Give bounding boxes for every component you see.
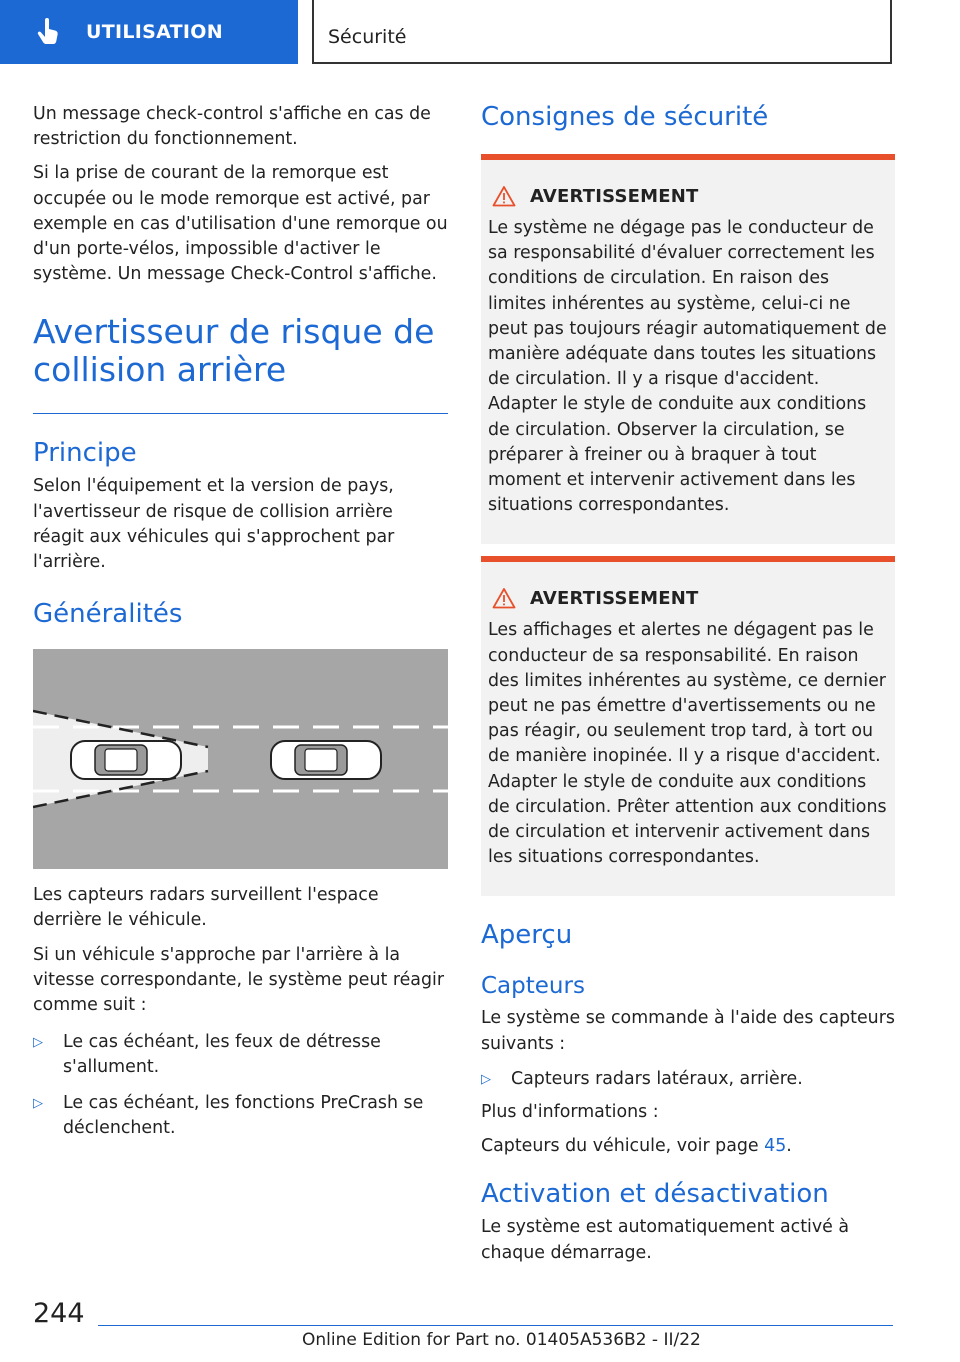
rear-vehicle [71,741,181,779]
activation-text: Le système est automatiquement activé à chaque démarrage. [481,1217,850,1263]
section-tab[interactable] [0,0,298,64]
warning-triangle-icon [492,185,516,207]
consignes-heading: Consignes de sécurité [481,102,769,132]
radar-illustration [33,649,448,869]
apercu-heading: Aperçu [481,920,573,951]
triangle-bullet-icon: ▷ [33,1095,43,1111]
page-title: Avertisseur de risque de collision arrière [33,312,435,390]
triangle-bullet-icon: ▷ [481,1071,491,1087]
footer-rule [98,1325,893,1326]
section-label: UTILISATION [86,21,223,43]
title-rule [33,413,448,414]
warning-header [488,184,887,208]
left-column [33,102,448,1141]
list-item-text: Le cas échéant, les feux de détresse s'allument. [63,1032,381,1078]
front-vehicle [271,741,381,779]
activation-heading: Activation et désactivation [481,1179,829,1210]
reference-text: Capteurs du véhicule, voir page [481,1136,765,1157]
capteurs-heading: Capteurs [481,973,585,1000]
warning-text: Le système ne dégage pas le conducteur de sa responsabilité d'évaluer correctement les conditions de circulation. En raison des limites inhérentes au système, celui-ci ne peut pas toujours réagir automatiquement de manière adéquate dans toutes les situations de circulation. Il y a risque d'accident. Adapter le style de conduite aux conditions de circulation. Observer la circulation, se préparer à freiner ou à braquer à tout moment et intervenir activement dans les situations correspondantes. [488,218,887,516]
intro-paragraph-1: Un message check-control s'affiche en cas de restriction du fonctionnement. [33,104,431,150]
warning-box-1 [481,154,895,544]
principe-heading: Principe [33,438,137,469]
warning-triangle-icon [492,587,516,609]
road-diagram [33,649,448,869]
page-number: 244 [33,1298,85,1329]
list-item [481,1067,895,1092]
plus-info-text: Plus d'informations : [481,1102,659,1123]
hand-pointer-icon [36,18,60,46]
warning-title: AVERTISSEMENT [530,185,699,207]
intro-paragraph-2: Si la prise de courant de la remorque est occupée ou le mode remorque est activé, par exemple en cas d'utilisation d'une remorque ou d'un porte-vélos, impossible d'activer le système. Un message Check-Control s'affiche. [33,163,448,285]
list-item [33,1030,448,1080]
triangle-bullet-icon: ▷ [33,1035,43,1051]
approach-text: Si un véhicule s'approche par l'arrière à la vitesse correspondante, le système peut réagir comme suit : [33,944,444,1016]
subsection-title: Sécurité [328,26,407,48]
warning-title: AVERTISSEMENT [530,587,699,609]
principe-text: Selon l'équipement et la version de pays, l'avertisseur de risque de collision arrière réagit aux véhicules qui s'approchent par l'arrière. [33,476,395,573]
subsection-header [312,0,892,64]
capteurs-text: Le système se commande à l'aide des capteurs suivants : [481,1008,895,1054]
list-item-text: Le cas échéant, les fonctions PreCrash se déclenchent. [63,1092,424,1138]
right-column [481,102,895,1266]
page-reference [481,1134,895,1159]
reference-suffix: . [786,1136,792,1157]
radar-text: Les capteurs radars surveillent l'espace derrière le véhicule. [33,885,379,931]
list-item-text: Capteurs radars latéraux, arrière. [511,1068,803,1089]
edition-footer: Online Edition for Part no. 01405A536B2 - II/22 [302,1330,701,1350]
list-item [33,1091,448,1141]
warning-text: Les affichages et alertes ne dégagent pas le conducteur de sa responsabilité. En raison des limites inhérentes au système, ce dernier peut ne pas émettre d'avertissements ou ne pas réagir, ou seulement trop tard, à tort ou de manière inopinée. Il y a risque d'accident. Adapter le style de conduite aux conditions de circulation. Prêter attention aux conditions de circulation et intervenir activement dans les situations correspondantes. [488,620,887,868]
warning-header [488,586,887,610]
generalites-heading: Généralités [33,599,183,630]
warning-box-2 [481,556,895,896]
page-link[interactable]: 45 [764,1136,787,1157]
